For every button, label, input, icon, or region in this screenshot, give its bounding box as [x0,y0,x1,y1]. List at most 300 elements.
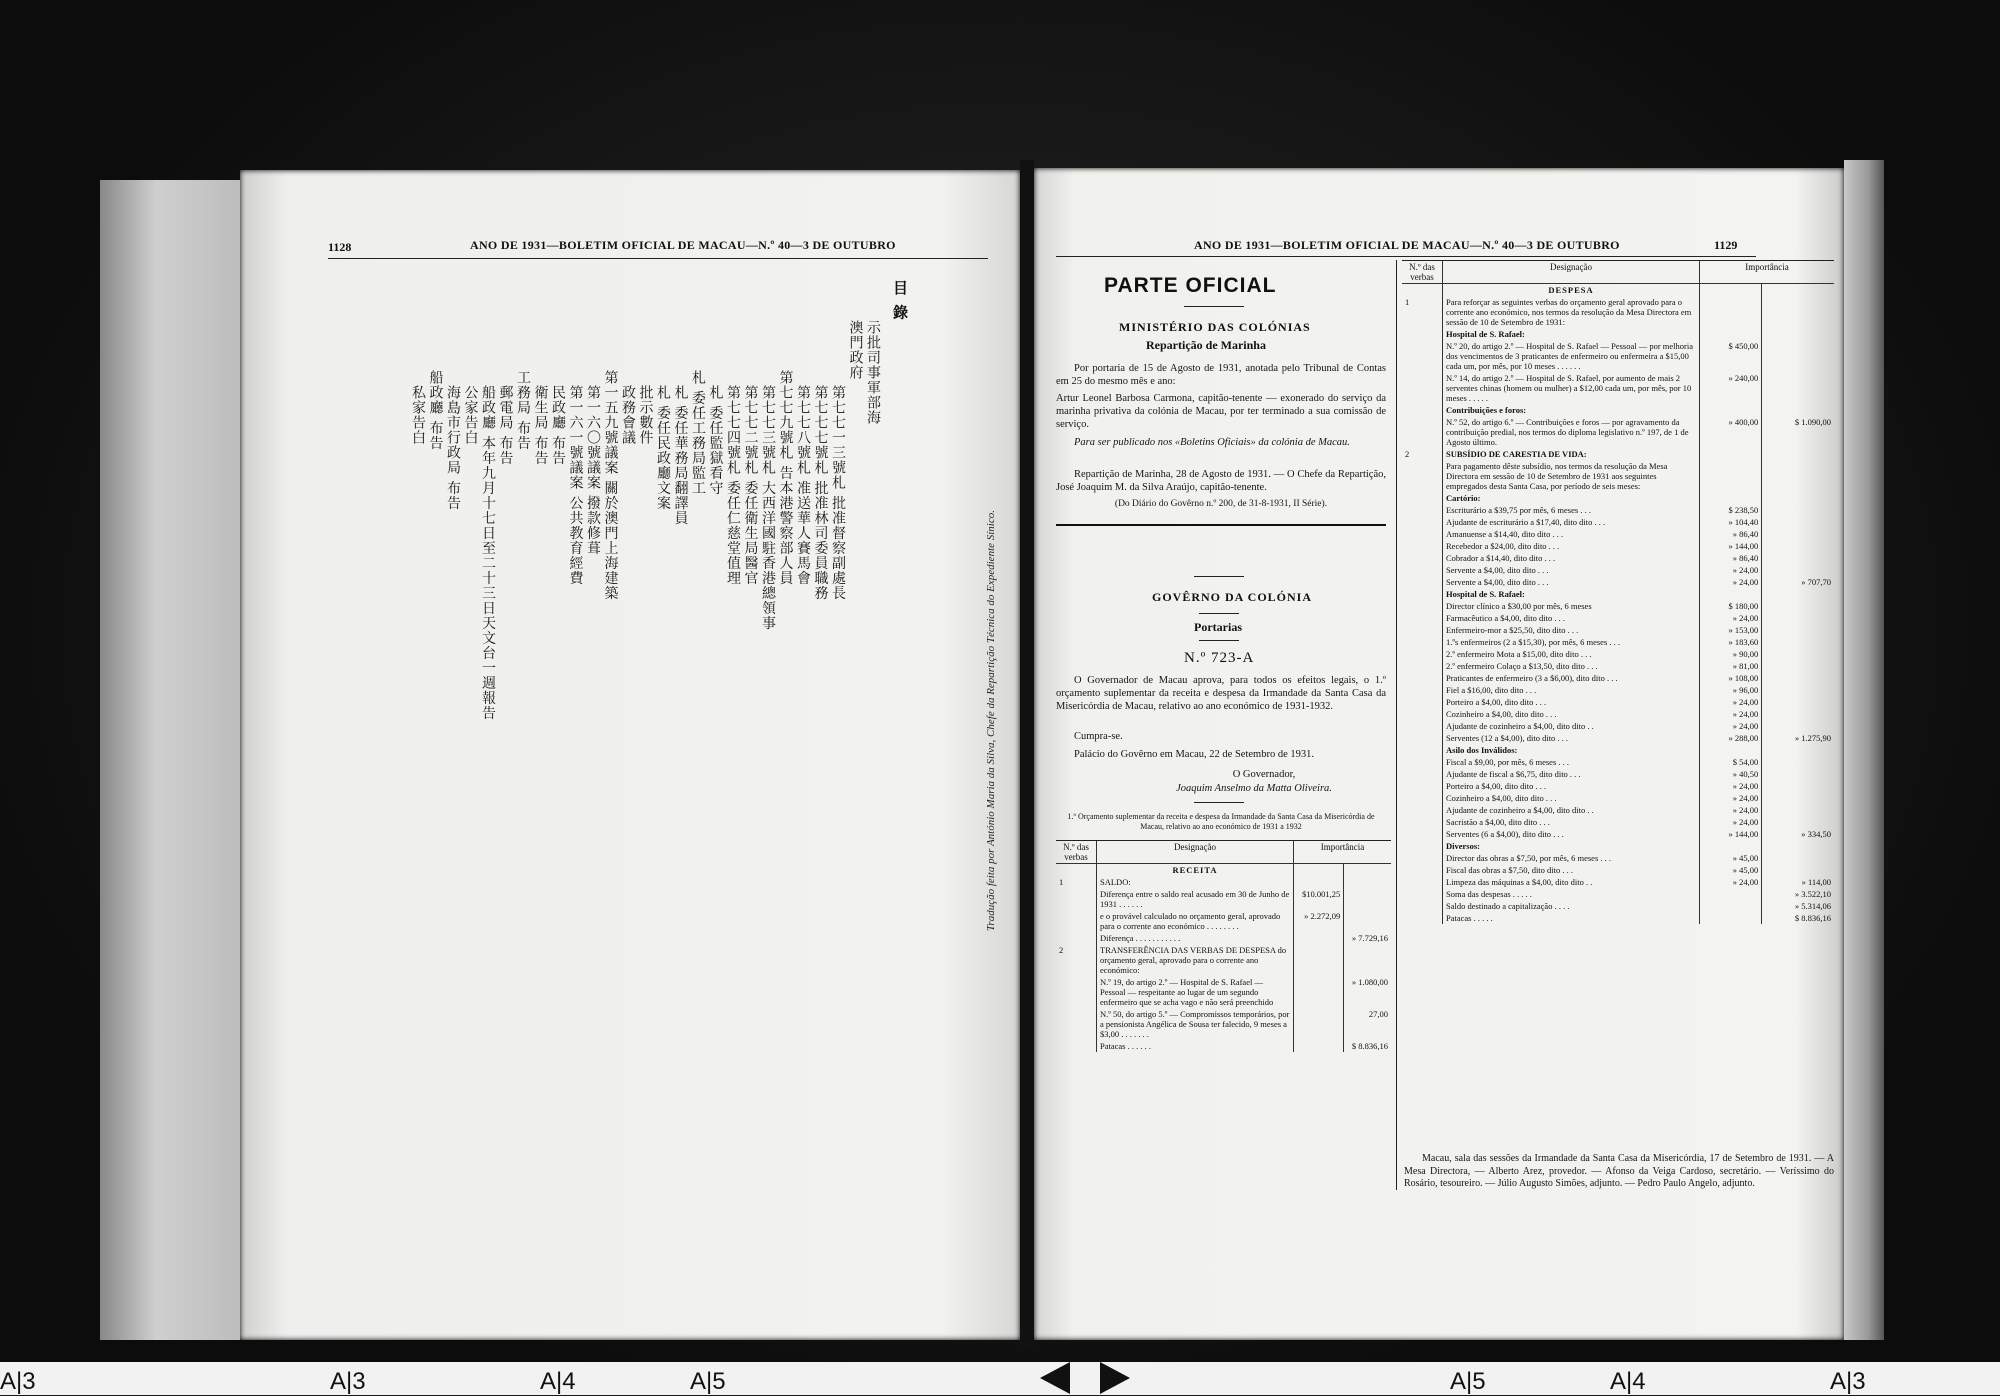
table-row [1402,720,1834,732]
importancia-total [1762,528,1834,540]
importancia-total [1762,588,1834,600]
designacao-cell: Saldo destinado a capitalização . . . . [1443,900,1700,912]
importancia-partial: $ 450,00 [1700,340,1762,372]
importancia-partial: » 24,00 [1700,576,1762,588]
verba-number [1402,852,1443,864]
book-gutter [1020,160,1034,1350]
table-row [1056,1040,1391,1052]
verba-number [1402,340,1443,372]
table-row [1402,448,1834,460]
importancia-total [1762,684,1834,696]
verba-number [1402,636,1443,648]
contents-entry: 第七七七號札 批准林司委員職務 [812,385,829,601]
importancia-partial: » 24,00 [1700,816,1762,828]
verba-number [1402,816,1443,828]
contents-entry: 示批司事軍部海 [865,320,881,425]
verba-number [1402,660,1443,672]
diario-source: (Do Diário do Govêrno n.º 200, de 31-8-1931, II Série). [1114,499,1328,509]
verba-number [1402,404,1443,416]
ministerio-heading: MINISTÉRIO DAS COLÓNIAS [1119,320,1311,334]
importancia-total [1762,404,1834,416]
designacao-cell: Praticantes de enfermeiro (3 a $6,00), dito dito . . . [1443,672,1700,684]
left-page-number: 1128 [328,240,352,254]
section-rule [1056,524,1386,526]
table-row [1402,756,1834,768]
table-row [1056,944,1391,976]
verba-number [1056,976,1097,1008]
governo-heading: GOVÊRNO DA COLÓNIA [1152,590,1313,604]
contents-entry: 第七七四號札 委任仁慈堂值理 [725,385,741,586]
film-marker: A|3 [1830,1368,1866,1395]
col-importancia-header: Importância [1294,841,1392,864]
importancia-partial: » 86,40 [1700,528,1762,540]
verba-number [1402,828,1443,840]
importancia-total [1762,708,1834,720]
importancia-total [1762,756,1834,768]
appointment-text: Artur Leonel Barbosa Carmona, capitão-tenente — exonerado do serviço da marinha privativa da colónia de Macau, por ter terminado a sua comissão de serviço. [1056,393,1386,430]
table-row [1056,910,1391,932]
table-row [1402,612,1834,624]
importancia-total [1762,648,1834,660]
designacao-cell: Fiscal das obras a $7,50, dito dito . . . [1443,864,1700,876]
verba-number [1402,372,1443,404]
verba-number [1056,1008,1097,1040]
designacao-cell: Enfermeiro-mor a $25,50, dito dito . . . [1443,624,1700,636]
verba-number [1402,648,1443,660]
table-row [1402,876,1834,888]
table-row [1402,552,1834,564]
designacao-cell: Farmacêutico a $4,00, dito dito . . . [1443,612,1700,624]
table-row [1402,816,1834,828]
verba-number [1402,840,1443,852]
table-row [1402,296,1834,328]
contents-entry: 札 委任民政廳文案 [655,385,671,511]
contents-entry: 工務局 布告 [515,370,531,451]
importancia-total: $ 8.836,16 [1344,1040,1391,1052]
table-row [1402,744,1834,756]
verba-number: 1 [1059,877,1064,887]
table-row [1402,504,1834,516]
table-row [1402,732,1834,744]
importancia-partial: » 104,40 [1700,516,1762,528]
designacao-cell: Patacas . . . . . . [1097,1040,1294,1052]
verba-number [1402,732,1443,744]
importancia-total [1762,816,1834,828]
importancia-partial [1700,492,1762,504]
importancia-partial [1294,876,1344,888]
designacao-cell: N.º 50, do artigo 5.º — Compromissos temporários, por a pensionista Angélica de Sousa ter falecido, 9 meses a $3,00 . . . . . . . [1097,1008,1294,1040]
importancia-partial [1700,744,1762,756]
importancia-total [1762,768,1834,780]
designacao-cell: Cartório: [1443,492,1700,504]
verba-number [1056,888,1097,910]
left-page [240,170,1020,1340]
table-row [1402,528,1834,540]
importancia-total [1762,696,1834,708]
importancia-total [1762,372,1834,404]
importancia-total [1762,636,1834,648]
importancia-partial: » 108,00 [1700,672,1762,684]
importancia-partial: » 45,00 [1700,852,1762,864]
designacao-cell: Cobrador a $14,40, dito dito . . . [1443,552,1700,564]
importancia-partial: » 24,00 [1700,696,1762,708]
designacao-cell: Limpeza das máquinas a $4,00, dito dito . . [1443,876,1700,888]
importancia-total [1762,612,1834,624]
designacao-cell: Director clínico a $30,00 por mês, 6 meses [1443,600,1700,612]
verba-number [1402,328,1443,340]
verba-number [1402,876,1443,888]
verba-number [1402,540,1443,552]
designacao-cell: Cozinheiro a $4,00, dito dito . . . [1443,792,1700,804]
table-row [1402,912,1834,924]
importancia-partial: $ 238,50 [1700,504,1762,516]
verba-number: 1 [1405,297,1410,307]
table-row [1402,660,1834,672]
importancia-total: » 1.080,00 [1344,976,1391,1008]
importancia-total: $ 8.836,16 [1762,912,1834,924]
contents-entry: 札 委任監獄看守 [707,385,724,496]
table-row [1402,696,1834,708]
table-row [1402,852,1834,864]
designacao-cell: Amanuense a $14,40, dito dito . . . [1443,528,1700,540]
table-row [1402,404,1834,416]
reparticao-heading: Repartição de Marinha [1146,338,1266,352]
verba-number [1402,460,1443,492]
importancia-partial [1294,932,1344,944]
contents-entry: 第七七八號札 准送華人賽馬會 [795,385,811,586]
importancia-partial: » 86,40 [1700,552,1762,564]
contents-entry: 民政廳 布告 [550,385,566,466]
verba-number [1402,600,1443,612]
table-row [1402,780,1834,792]
verba-number [1402,612,1443,624]
designacao-cell: Serventes (12 a $4,00), dito dito . . . [1443,732,1700,744]
importancia-total [1762,792,1834,804]
designacao-cell: Fiel a $16,00, dito dito . . . [1443,684,1700,696]
table-row [1056,876,1391,888]
importancia-total [1762,492,1834,504]
contents-entry: 札 委任華務局翻譯員 [672,385,689,526]
designacao-cell: Diversos: [1443,840,1700,852]
contents-title: 目 錄 [891,280,909,322]
importancia-total: 27,00 [1344,1008,1391,1040]
importancia-partial: » 144,00 [1700,828,1762,840]
importancia-total: » 707,70 [1762,576,1834,588]
designacao-cell: Sacristão a $4,00, dito dito . . . [1443,816,1700,828]
designacao-cell: N.º 19, do artigo 2.º — Hospital de S. Rafael — Pessoal — respeitante ao lugar de um segundo enfermeiro que se acha vago e não será preenchido [1097,976,1294,1008]
table-row [1402,416,1834,448]
importancia-partial: $ 180,00 [1700,600,1762,612]
verba-number [1402,780,1443,792]
col-num-header: N.º das verbas [1402,261,1443,284]
publish-note: Para ser publicado nos «Boletins Oficiais» da colónia de Macau. [1074,437,1350,448]
importancia-partial: » 96,00 [1700,684,1762,696]
importancia-partial [1700,448,1762,460]
receita-section-title: RECEITA [1097,864,1294,877]
designacao-cell: Patacas . . . . . [1443,912,1700,924]
table-row [1402,624,1834,636]
designacao-cell: Ajudante de cozinheiro a $4,00, dito dito . . [1443,804,1700,816]
verba-number [1402,684,1443,696]
o-governador: O Governador, [1232,769,1296,780]
table-row [1402,648,1834,660]
importancia-total [1762,540,1834,552]
table-row [1402,576,1834,588]
importancia-partial [1700,296,1762,328]
importancia-partial [1294,976,1344,1008]
importancia-partial: » 24,00 [1700,876,1762,888]
importancia-partial: $10.001,25 [1294,888,1344,910]
contents-entry: 衛生局 布告 [532,385,549,466]
importancia-total: $ 1.090,00 [1762,416,1834,448]
importancia-partial: » 400,00 [1700,416,1762,448]
importancia-total [1762,672,1834,684]
table-row [1402,888,1834,900]
importancia-partial: » 2.272,09 [1294,910,1344,932]
importancia-total [1762,720,1834,732]
designacao-cell: 1.ºs enfermeiros (2 a $15,30), por mês, 6 meses . . . [1443,636,1700,648]
designacao-cell: Para reforçar as seguintes verbas do orçamento geral aprovado para o corrente ano económico, nos termos da resolução da Mesa Directora em sessão de 10 de Setembro de 1931: [1443,296,1700,328]
importancia-total [1762,448,1834,460]
column-divider [1396,260,1397,1190]
importancia-partial: » 40,50 [1700,768,1762,780]
portaria-text: Por portaria de 15 de Agosto de 1931, anotada pelo Tribunal de Contas em 25 do mesmo mês e ano: [1056,363,1386,387]
importancia-total: » 114,00 [1762,876,1834,888]
contents-entry: 澳門政府 [847,320,864,380]
verba-number [1402,792,1443,804]
importancia-total [1344,944,1391,976]
importancia-total [1344,910,1391,932]
table-row [1402,792,1834,804]
designacao-cell: Cozinheiro a $4,00, dito dito . . . [1443,708,1700,720]
divider [1194,576,1244,577]
importancia-partial: » 153,00 [1700,624,1762,636]
importancia-partial: » 24,00 [1700,612,1762,624]
left-head-rule [328,258,988,259]
importancia-partial: » 24,00 [1700,780,1762,792]
importancia-partial: » 24,00 [1700,564,1762,576]
designacao-cell: SALDO: [1097,876,1294,888]
importancia-total [1762,600,1834,612]
designacao-cell: Hospital de S. Rafael: [1443,588,1700,600]
designacao-cell: Ajudante de escriturário a $17,40, dito dito . . . [1443,516,1700,528]
designacao-cell: 2.º enfermeiro Colaço a $13,50, dito dito . . . [1443,660,1700,672]
designacao-cell: N.º 52, do artigo 6.º — Contribuições e foros — por agravamento da contribuição predial, nos termos do diploma legislativo n.º 197, de 1 de Agosto último. [1443,416,1700,448]
film-marker: A|4 [540,1368,576,1395]
contents-entry: 第一六一號議案 公共教育經費 [567,385,584,586]
verba-number [1402,888,1443,900]
portarias-heading: Portarias [1194,620,1242,634]
designacao-cell: Fiscal a $9,00, por mês, 6 meses . . . [1443,756,1700,768]
verba-number [1402,552,1443,564]
verba-number [1402,768,1443,780]
film-marker: A|3 [0,1368,36,1395]
designacao-cell: Recebedor a $24,00, dito dito . . . [1443,540,1700,552]
verba-number [1402,516,1443,528]
table-row [1402,516,1834,528]
col-designacao-header: Designação [1443,261,1700,284]
film-marker: A|4 [1610,1368,1646,1395]
importancia-partial: » 24,00 [1700,792,1762,804]
table-row [1402,540,1834,552]
importancia-partial: » 144,00 [1700,540,1762,552]
table-row [1056,1008,1391,1040]
cumpra-se: Cumpra-se. [1074,731,1123,742]
contents-entry: 郵電局 布告 [497,385,514,466]
importancia-total: » 7.729,16 [1344,932,1391,944]
table-row [1056,888,1391,910]
table-row [1402,708,1834,720]
importancia-total [1762,340,1834,372]
importancia-partial [1700,888,1762,900]
importancia-total [1762,516,1834,528]
importancia-partial [1700,460,1762,492]
designacao-cell: Asilo dos Inválidos: [1443,744,1700,756]
right-page [1034,168,1844,1340]
contents-entry: 政務會議 [620,385,636,445]
verba-number [1402,672,1443,684]
importancia-partial [1700,912,1762,924]
verba-number [1402,756,1443,768]
verba-number [1402,696,1443,708]
contents-entry: 海島市行政局 布告 [445,385,461,511]
divider [1194,802,1244,803]
importancia-partial: $ 54,00 [1700,756,1762,768]
importancia-total [1762,460,1834,492]
verba-number [1402,804,1443,816]
table-row [1402,684,1834,696]
table-row [1056,976,1391,1008]
importancia-partial: » 24,00 [1700,720,1762,732]
table-row [1402,372,1834,404]
left-page-edges [100,180,240,1340]
importancia-total [1762,564,1834,576]
importancia-partial: » 81,00 [1700,660,1762,672]
table-row [1402,864,1834,876]
importancia-total [1762,852,1834,864]
contents-entry: 第七七三號札 大西洋國駐香港總領事 [760,385,776,631]
verba-number [1402,564,1443,576]
importancia-partial: » 183,60 [1700,636,1762,648]
importancia-partial [1294,1040,1344,1052]
table-row [1402,600,1834,612]
importancia-partial [1700,840,1762,852]
contents-entry: 第七七一三號札 批准督察副處長 [830,385,846,601]
importancia-total: » 334,50 [1762,828,1834,840]
table-row [1402,340,1834,372]
designacao-cell: N.º 14, do artigo 2.º — Hospital de S. Rafael, por aumento de mais 2 serventes chinas (homem ou mulher) a $12,00 cada um, por mês, por 10 meses . . . . . [1443,372,1700,404]
divider [1199,613,1239,614]
col-importancia-header: Importância [1700,261,1835,284]
divider [1184,306,1244,307]
designacao-cell: Diferença entre o saldo real acusado em 30 de Junho de 1931 . . . . . . [1097,888,1294,910]
importancia-partial [1294,1008,1344,1040]
col-designacao-header: Designação [1097,841,1294,864]
importancia-total [1344,876,1391,888]
importancia-partial [1700,328,1762,340]
left-running-head: ANO DE 1931—BOLETIM OFICIAL DE MACAU—N.º 40—3 DE OUTUBRO [470,238,896,252]
table-row [1402,804,1834,816]
importancia-partial: » 288,00 [1700,732,1762,744]
importancia-total: » 3.522,10 [1762,888,1834,900]
designacao-cell: 2.º enfermeiro Mota a $15,00, dito dito . . . [1443,648,1700,660]
divider [1199,640,1239,641]
importancia-partial [1700,588,1762,600]
designacao-cell: Escriturário a $39,75 por mês, 6 meses . . . [1443,504,1700,516]
importancia-total [1762,780,1834,792]
designacao-cell: Diferença . . . . . . . . . . . [1097,932,1294,944]
film-strip [0,1362,2000,1395]
right-running-head: ANO DE 1931—BOLETIM OFICIAL DE MACAU—N.º 40—3 DE OUTUBRO [1194,238,1620,252]
importancia-total [1762,296,1834,328]
designacao-cell: Para pagamento dêste subsídio, nos termos da resolução da Mesa Directora em sessão de 10 de Setembro de 1931 aos seguintes empregados desta Santa Casa, por período de seis meses: [1443,460,1700,492]
contents-entry: 船政廳 本年九月十七日至二十三日天文台一週報告 [480,385,496,721]
table-row [1402,328,1834,340]
closing-text: Macau, sala das sessões da Irmandade da Santa Casa da Misericórdia, 17 de Setembro de 1931. — A Mesa Directora, — Alberto Arez, provedor. — Afonso da Veiga Cardoso, secretário. — Veríssimo do Rosário, tesoureiro. — Júlio Augusto Simões, adjunto. — Pedro Paulo Angelo, adjunto. [1404,1153,1834,1189]
right-head-rule [1056,256,1756,257]
designacao-cell: e o provável calculado no orçamento geral, aprovado para o corrente ano económico . . . . . . . . [1097,910,1294,932]
table-row [1056,932,1391,944]
designacao-cell: Servente a $4,00, dito dito . . . [1443,576,1700,588]
governador-name: Joaquim Anselmo da Matta Oliveira. [1176,783,1332,794]
verba-number: 2 [1059,945,1064,955]
designacao-cell: N.º 20, do artigo 2.º — Hospital de S. Rafael — Pessoal — por melhoria dos vencimentos de 3 praticantes de enfermeiro ou enfermeira a $15,00 cada um, por mês, por 10 meses . . . . . . [1443,340,1700,372]
table-row [1402,840,1834,852]
right-page-number: 1129 [1714,238,1738,252]
designacao-cell: TRANSFERÊNCIA DAS VERBAS DE DESPESA do orçamento geral, aprovado para o corrente ano económico: [1097,944,1294,976]
palacio-date: Palácio do Govêrno em Macau, 22 de Setembro de 1931. [1074,749,1314,760]
importancia-total [1762,864,1834,876]
verba-number [1056,932,1097,944]
importancia-total [1344,888,1391,910]
table-row [1402,588,1834,600]
verba-number [1402,912,1443,924]
contents-entry: 第七七二號札 委任衛生局醫官 [742,385,759,586]
center-arrows-icon [1040,1360,1130,1395]
designacao-cell: Contribuições e foros: [1443,404,1700,416]
importancia-partial [1700,900,1762,912]
designacao-cell: Porteiro a $4,00, dito dito . . . [1443,696,1700,708]
table-row [1402,636,1834,648]
designacao-cell: SUBSÍDIO DE CARESTIA DE VIDA: [1443,448,1700,460]
contents-entry: 私家告白 [410,385,426,445]
marinha-signoff: Repartição de Marinha, 28 de Agosto de 1931. — O Chefe da Repartição, José Joaquim M. da Silva Araújo, capitão-tenente. [1056,469,1386,493]
importancia-partial: » 24,00 [1700,804,1762,816]
designacao-cell: Director das obras a $7,50, por mês, 6 meses . . . [1443,852,1700,864]
contents-entry: 第一五九號議案 關於澳門上海建築 [602,370,619,601]
table-row [1402,492,1834,504]
portaria-body: O Governador de Macau aprova, para todos os efeitos legais, o 1.º orçamento suplementar da receita e despesa da Irmandade da Santa Casa da Misericórdia de Macau, relativo ao ano económico de 1931-1932. [1056,675,1386,712]
importancia-total: » 1.275,90 [1762,732,1834,744]
verba-number [1056,910,1097,932]
table-row [1402,672,1834,684]
verba-number [1402,492,1443,504]
verba-number [1402,864,1443,876]
verba-number [1402,416,1443,448]
verba-number [1402,576,1443,588]
parte-oficial-heading: PARTE OFICIAL [1104,274,1277,297]
film-marker: A|5 [690,1368,726,1395]
contents-entry: 批示數件 [637,385,654,445]
despesa-section-title: DESPESA [1443,284,1700,297]
verba-number [1402,528,1443,540]
contents-entry: 公家告白 [462,385,479,445]
contents-entry: 札 委任工務局監工 [690,370,706,496]
verba-number [1402,624,1443,636]
designacao-cell: Porteiro a $4,00, dito dito . . . [1443,780,1700,792]
designacao-cell: Serventes (6 a $4,00), dito dito . . . [1443,828,1700,840]
film-marker: A|3 [330,1368,366,1395]
